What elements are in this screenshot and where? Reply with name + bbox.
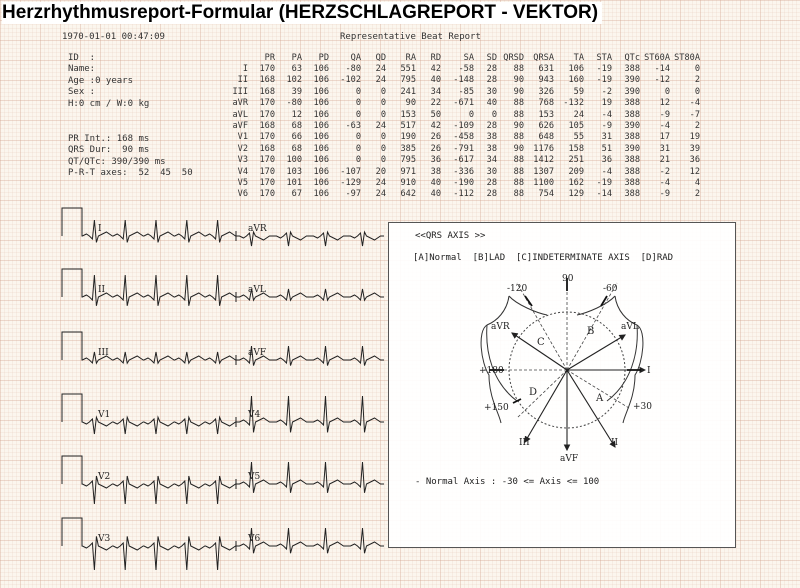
value-cell: 388 — [624, 109, 640, 120]
value-cell: 38 — [486, 132, 497, 143]
value-cell: -791 — [453, 143, 474, 154]
value-cell: 241 — [400, 86, 416, 97]
value-cell: 106 — [313, 155, 329, 166]
table-row — [218, 75, 700, 86]
value-cell: -102 — [340, 75, 361, 86]
value-cell: 0 — [355, 155, 361, 166]
value-cell: 24 — [375, 75, 386, 86]
value-cell: -336 — [453, 166, 474, 177]
value-cell: 170 — [259, 109, 275, 120]
value-cell: 24 — [375, 121, 386, 132]
value-cell: 0 — [491, 109, 497, 120]
value-cell: 390 — [624, 121, 640, 132]
value-cell: 251 — [568, 155, 584, 166]
value-cell: 26 — [430, 143, 441, 154]
value-cell: 388 — [624, 64, 640, 75]
col-header: QRSA — [533, 52, 554, 63]
ecg-trace — [62, 394, 236, 434]
value-cell: -12 — [654, 75, 670, 86]
value-cell: 170 — [259, 132, 275, 143]
value-cell: 388 — [624, 132, 640, 143]
value-cell: 40 — [430, 177, 441, 188]
lead-name-cell: aVF — [232, 121, 248, 132]
value-cell: 170 — [259, 98, 275, 109]
col-header: SD — [486, 52, 497, 63]
value-cell: 0 — [355, 132, 361, 143]
value-cell: 0 — [468, 109, 474, 120]
value-cell: 106 — [313, 189, 329, 200]
table-row — [218, 120, 700, 131]
value-cell: 20 — [375, 166, 386, 177]
value-cell: -19 — [596, 75, 612, 86]
value-cell: 68 — [291, 121, 302, 132]
value-cell: 36 — [689, 155, 700, 166]
value-cell: 50 — [430, 109, 441, 120]
ecg-trace — [62, 332, 236, 363]
qrs-axis-diagram — [389, 223, 735, 547]
table-row — [218, 98, 700, 109]
page-title: Herzrhythmusreport-Formular (HERZSCHLAGREPORT - VEKTOR) — [2, 2, 602, 24]
value-cell: 106 — [313, 177, 329, 188]
lead-avl-vector — [567, 335, 625, 370]
lead-name-cell: V5 — [237, 177, 248, 188]
value-cell: -7 — [689, 109, 700, 120]
value-cell: 2 — [694, 189, 700, 200]
value-cell: 1176 — [533, 143, 554, 154]
sector-c-label: C — [537, 337, 545, 348]
value-cell: -132 — [563, 98, 584, 109]
strip-label-left: V2 — [98, 472, 111, 482]
value-cell: 90 — [513, 121, 524, 132]
col-header: ST80A — [674, 52, 700, 63]
qrs-axis-title: <<QRS AXIS >> — [415, 231, 486, 241]
value-cell: 162 — [568, 177, 584, 188]
ecg-trace — [236, 232, 384, 246]
value-cell: 106 — [313, 132, 329, 143]
value-cell: -148 — [453, 75, 474, 86]
value-cell: 551 — [400, 64, 416, 75]
value-cell: -4 — [659, 177, 670, 188]
label-lead-i: I — [647, 366, 651, 376]
col-header: RD — [430, 52, 441, 63]
value-cell: 106 — [313, 86, 329, 97]
sector-a-label: A — [596, 393, 604, 404]
value-cell: 106 — [313, 75, 329, 86]
value-cell: 631 — [538, 64, 554, 75]
value-cell: 40 — [430, 75, 441, 86]
value-cell: 326 — [538, 86, 554, 97]
value-cell: 12 — [689, 166, 700, 177]
value-cell: 910 — [400, 177, 416, 188]
table-row — [218, 166, 700, 177]
value-cell: 626 — [538, 121, 554, 132]
patient-id: ID : — [68, 53, 96, 63]
value-cell: 105 — [568, 121, 584, 132]
ecg-trace — [62, 518, 236, 570]
value-cell: 59 — [573, 86, 584, 97]
strip-label-right: aVF — [248, 348, 267, 358]
table-row — [218, 86, 700, 97]
value-cell: -2 — [601, 86, 612, 97]
lead-iii-vector — [525, 370, 567, 442]
label-lead-iii: III — [519, 438, 530, 448]
value-cell: 88 — [513, 189, 524, 200]
table-row — [218, 189, 700, 200]
lead-name-cell: V2 — [237, 143, 248, 154]
strip-label-left: III — [98, 348, 109, 358]
measurement-table — [218, 52, 700, 200]
label-90: 90 — [562, 274, 574, 284]
value-cell: 106 — [313, 121, 329, 132]
patient-sex: Sex : — [68, 87, 96, 98]
value-cell: -458 — [453, 132, 474, 143]
value-cell: 0 — [380, 132, 386, 143]
value-cell: 28 — [486, 177, 497, 188]
value-cell: 101 — [286, 177, 302, 188]
value-cell: 795 — [400, 155, 416, 166]
value-cell: 28 — [486, 64, 497, 75]
strip-label-right: aVR — [248, 224, 267, 234]
col-header: QRSD — [503, 52, 524, 63]
measurement-header-row — [218, 52, 700, 63]
value-cell: 642 — [400, 189, 416, 200]
value-cell: -9 — [601, 121, 612, 132]
patient-name: Name: — [68, 64, 96, 75]
value-cell: 51 — [601, 143, 612, 154]
value-cell: 388 — [624, 189, 640, 200]
value-cell: 170 — [259, 155, 275, 166]
value-cell: 42 — [430, 121, 441, 132]
qrs-axis-panel — [388, 222, 736, 548]
value-cell: -80 — [345, 64, 361, 75]
value-cell: 88 — [513, 132, 524, 143]
value-cell: 36 — [601, 155, 612, 166]
label-lead-avr: aVR — [491, 322, 510, 332]
value-cell: 19 — [601, 98, 612, 109]
value-cell: 0 — [355, 143, 361, 154]
value-cell: 88 — [513, 98, 524, 109]
value-cell: 90 — [513, 143, 524, 154]
value-cell: -129 — [340, 177, 361, 188]
report-title: Representative Beat Report — [340, 32, 481, 42]
col-header: QA — [350, 52, 361, 63]
value-cell: 158 — [568, 143, 584, 154]
label-minus-120: -120 — [507, 284, 528, 294]
strip-label-right: aVL — [248, 285, 266, 295]
col-header: ST60A — [644, 52, 670, 63]
value-cell: 40 — [486, 98, 497, 109]
lead-name-cell: II — [237, 75, 248, 86]
value-cell: 24 — [375, 177, 386, 188]
value-cell: 12 — [659, 98, 670, 109]
value-cell: -19 — [596, 177, 612, 188]
label-plus-30: +30 — [633, 402, 652, 412]
strip-label-left: I — [98, 224, 102, 234]
value-cell: 0 — [355, 98, 361, 109]
value-cell: 106 — [568, 64, 584, 75]
strip-label-left: V3 — [98, 534, 111, 544]
value-cell: 26 — [430, 132, 441, 143]
value-cell: 24 — [573, 109, 584, 120]
value-cell: 103 — [286, 166, 302, 177]
patient-height-weight: H:0 cm / W:0 kg — [68, 98, 150, 109]
value-cell: 768 — [538, 98, 554, 109]
value-cell: -671 — [453, 98, 474, 109]
value-cell: 390 — [624, 143, 640, 154]
value-cell: 100 — [286, 155, 302, 166]
col-header: PD — [318, 52, 329, 63]
value-cell: 19 — [689, 132, 700, 143]
col-header: TA — [573, 52, 584, 63]
col-header: RA — [405, 52, 416, 63]
value-cell: 88 — [513, 109, 524, 120]
value-cell: 31 — [659, 143, 670, 154]
table-row — [218, 63, 700, 74]
value-cell: 38 — [430, 166, 441, 177]
value-cell: 170 — [259, 177, 275, 188]
value-cell: 170 — [259, 189, 275, 200]
value-cell: 90 — [405, 98, 416, 109]
value-cell: 106 — [313, 64, 329, 75]
value-cell: 39 — [689, 143, 700, 154]
strip-label-right: V5 — [248, 472, 261, 482]
normal-axis-note: - Normal Axis : -30 <= Axis <= 100 — [415, 477, 600, 487]
value-cell: 0 — [380, 155, 386, 166]
lead-name-cell: V3 — [237, 155, 248, 166]
value-cell: 88 — [513, 64, 524, 75]
lead-name-cell: V4 — [237, 166, 248, 177]
value-cell: 390 — [624, 75, 640, 86]
pr-interval: PR Int.: 168 ms — [68, 133, 150, 144]
value-cell: 648 — [538, 132, 554, 143]
value-cell: 90 — [513, 75, 524, 86]
value-cell: -112 — [453, 189, 474, 200]
value-cell: -107 — [340, 166, 361, 177]
table-row — [218, 143, 700, 154]
value-cell: 754 — [538, 189, 554, 200]
value-cell: 129 — [568, 189, 584, 200]
value-cell: 106 — [313, 166, 329, 177]
value-cell: -9 — [659, 109, 670, 120]
patient-age: Age :0 years — [68, 75, 134, 86]
patient-info — [68, 53, 193, 180]
value-cell: 21 — [659, 155, 670, 166]
label-plus-150: +150 — [484, 403, 509, 413]
value-cell: 168 — [259, 75, 275, 86]
value-cell: 170 — [259, 166, 275, 177]
value-cell: 38 — [486, 143, 497, 154]
strip-label-right: V4 — [248, 410, 261, 420]
value-cell: 0 — [694, 86, 700, 97]
value-cell: 0 — [380, 86, 386, 97]
value-cell: 34 — [486, 155, 497, 166]
value-cell: 0 — [380, 109, 386, 120]
value-cell: -2 — [659, 166, 670, 177]
value-cell: 1412 — [533, 155, 554, 166]
value-cell: -190 — [453, 177, 474, 188]
value-cell: 30 — [486, 86, 497, 97]
value-cell: 66 — [291, 132, 302, 143]
value-cell: -617 — [453, 155, 474, 166]
col-header: PA — [291, 52, 302, 63]
value-cell: 1307 — [533, 166, 554, 177]
value-cell: 39 — [291, 86, 302, 97]
value-cell: 388 — [624, 155, 640, 166]
value-cell: 28 — [486, 75, 497, 86]
value-cell: -109 — [453, 121, 474, 132]
value-cell: 90 — [513, 86, 524, 97]
value-cell: 160 — [568, 75, 584, 86]
lead-name-cell: I — [242, 64, 248, 75]
table-row — [218, 177, 700, 188]
measurement-body — [218, 63, 700, 200]
value-cell: 63 — [291, 64, 302, 75]
direction-arrows — [489, 278, 641, 403]
value-cell: 55 — [573, 132, 584, 143]
lead-name-cell: V6 — [237, 189, 248, 200]
label-minus-60: -60 — [603, 284, 618, 294]
value-cell: 1100 — [533, 177, 554, 188]
value-cell: 31 — [601, 132, 612, 143]
value-cell: 0 — [355, 86, 361, 97]
value-cell: 971 — [400, 166, 416, 177]
lead-name-cell: V1 — [237, 132, 248, 143]
value-cell: -19 — [596, 64, 612, 75]
value-cell: 102 — [286, 75, 302, 86]
value-cell: 209 — [568, 166, 584, 177]
lead-name-cell: aVR — [232, 98, 248, 109]
value-cell: 153 — [400, 109, 416, 120]
value-cell: -9 — [659, 189, 670, 200]
table-row — [218, 132, 700, 143]
value-cell: 388 — [624, 98, 640, 109]
value-cell: 24 — [375, 64, 386, 75]
strip-label-left: II — [98, 285, 106, 295]
value-cell: 30 — [486, 166, 497, 177]
value-cell: -63 — [345, 121, 361, 132]
value-cell: 12 — [291, 109, 302, 120]
value-cell: -4 — [601, 166, 612, 177]
value-cell: 0 — [380, 143, 386, 154]
value-cell: 388 — [624, 177, 640, 188]
value-cell: -14 — [596, 189, 612, 200]
label-plus-180: +180 — [479, 366, 504, 376]
value-cell: 170 — [259, 64, 275, 75]
value-cell: 390 — [624, 86, 640, 97]
value-cell: -97 — [345, 189, 361, 200]
value-cell: 106 — [313, 143, 329, 154]
value-cell: 0 — [664, 86, 670, 97]
sector-lines — [484, 283, 629, 418]
value-cell: 168 — [259, 86, 275, 97]
qrs-axis-categories: [A]Normal [B]LAD [C]INDETERMINATE AXIS [D]RAD — [413, 253, 674, 263]
col-header: PR — [264, 52, 275, 63]
table-row — [218, 155, 700, 166]
value-cell: 88 — [513, 166, 524, 177]
ecg-trace — [62, 208, 236, 242]
strip-label-left: V1 — [98, 410, 111, 420]
value-cell: 2 — [694, 121, 700, 132]
value-cell: 388 — [624, 166, 640, 177]
value-cell: 68 — [291, 143, 302, 154]
col-header: QTc — [624, 52, 640, 63]
value-cell: 24 — [375, 189, 386, 200]
lead-name-cell: III — [232, 86, 248, 97]
prt-axes: P-R-T axes: 52 45 50 — [68, 168, 193, 179]
value-cell: 106 — [313, 109, 329, 120]
value-cell: 153 — [538, 109, 554, 120]
sector-b-label: B — [587, 326, 595, 337]
label-lead-avf: aVF — [560, 454, 579, 464]
value-cell: 28 — [486, 121, 497, 132]
value-cell: 517 — [400, 121, 416, 132]
value-cell: 4 — [694, 177, 700, 188]
value-cell: -58 — [458, 64, 474, 75]
table-row — [218, 109, 700, 120]
ecg-trace — [62, 269, 236, 306]
col-header: STA — [596, 52, 612, 63]
value-cell: -85 — [458, 86, 474, 97]
value-cell: 67 — [291, 189, 302, 200]
value-cell: 42 — [430, 64, 441, 75]
value-cell: 0 — [694, 64, 700, 75]
value-cell: 190 — [400, 132, 416, 143]
sector-d-label: D — [529, 387, 538, 398]
value-cell: 88 — [513, 155, 524, 166]
value-cell: 385 — [400, 143, 416, 154]
value-cell: 36 — [430, 155, 441, 166]
value-cell: 0 — [355, 109, 361, 120]
report-datetime: 1970-01-01 00:47:09 — [62, 32, 165, 42]
ecg-trace — [62, 456, 236, 504]
value-cell: 88 — [513, 177, 524, 188]
value-cell: -4 — [659, 121, 670, 132]
value-cell: 106 — [313, 98, 329, 109]
label-lead-avl: aVL — [621, 322, 639, 332]
value-cell: 943 — [538, 75, 554, 86]
col-header — [218, 52, 248, 63]
value-cell: 17 — [659, 132, 670, 143]
lead-name-cell: aVL — [232, 109, 248, 120]
qrs-duration: QRS Dur: 90 ms — [68, 145, 150, 156]
value-cell: 795 — [400, 75, 416, 86]
qt-qtc: QT/QTc: 390/390 ms — [68, 156, 166, 167]
value-cell: 0 — [380, 98, 386, 109]
col-header: QD — [375, 52, 386, 63]
value-cell: 168 — [259, 143, 275, 154]
lead-ii-vector — [567, 370, 615, 447]
label-lead-ii: II — [611, 438, 619, 448]
col-header: SA — [463, 52, 474, 63]
value-cell: -4 — [689, 98, 700, 109]
value-cell: 2 — [694, 75, 700, 86]
value-cell: 28 — [486, 189, 497, 200]
value-cell: -4 — [601, 109, 612, 120]
value-cell: 40 — [430, 189, 441, 200]
value-cell: -80 — [286, 98, 302, 109]
value-cell: 34 — [430, 86, 441, 97]
value-cell: 168 — [259, 121, 275, 132]
strip-label-right: V6 — [248, 534, 261, 544]
value-cell: 22 — [430, 98, 441, 109]
value-cell: -14 — [654, 64, 670, 75]
